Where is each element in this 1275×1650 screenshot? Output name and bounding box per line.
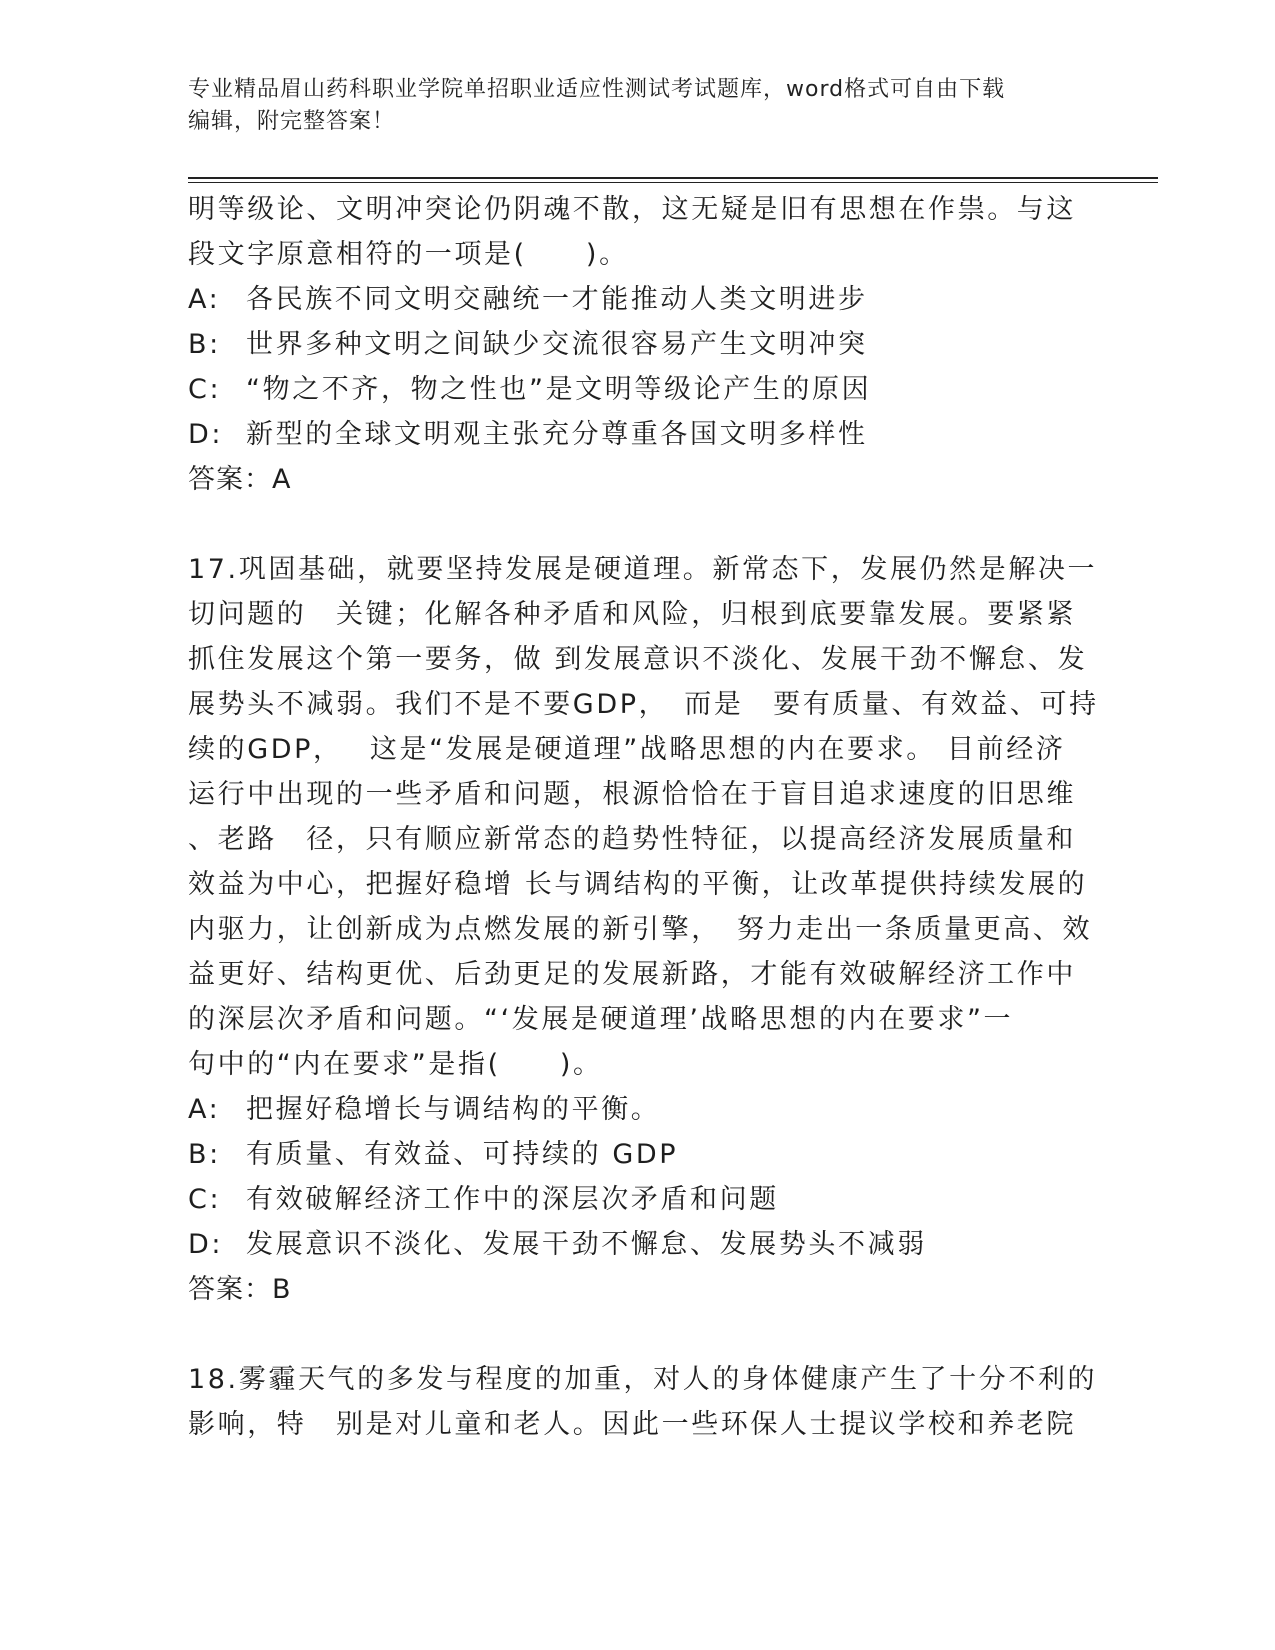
header-line-1: 专业精品眉山药科职业学院单招职业适应性测试考试题库，word格式可自由下载 (188, 77, 1006, 102)
question-stem-line: 效益为中心，把握好稳增 长与调结构的平衡，让改革提供持续发展的 (188, 869, 1088, 900)
option-text: 把握好稳增长与调结构的平衡。 (246, 1094, 661, 1125)
option-text: 发展意识不淡化、发展干劲不懈怠、发展势头不减弱 (246, 1229, 927, 1260)
question-stem-line: 句中的“内在要求”是指( )。 (188, 1049, 603, 1080)
option-key: B: (188, 329, 221, 360)
option-text: “物之不齐，物之性也”是文明等级论产生的原因 (246, 374, 872, 405)
question-stem-line: 的深层次矛盾和问题。“‘发展是硬道理’战略思想的内在要求”一 (188, 1004, 1014, 1035)
question-stem-line: 切问题的 关键；化解各种矛盾和风险，归根到底要靠发展。要紧紧 (188, 599, 1076, 630)
option-text: 世界多种文明之间缺少交流很容易产生文明冲突 (246, 329, 868, 360)
question-stem-line: 、老路 径，只有顺应新常态的趋势性特征，以提高经济发展质量和 (188, 824, 1076, 855)
option-d (188, 412, 1078, 457)
question-stem-line: 明等级论、文明冲突论仍阴魂不散，这无疑是旧有思想在作祟。与这 (188, 194, 1076, 225)
option-text: 有效破解经济工作中的深层次矛盾和问题 (246, 1184, 779, 1215)
question-stem-line: 内驱力，让创新成为点燃发展的新引擎， 努力走出一条质量更高、效 (188, 914, 1093, 945)
header-rule-thick (188, 177, 1158, 179)
question-stem-line: 17.巩固基础，就要坚持发展是硬道理。新常态下，发展仍然是解决一 (188, 554, 1098, 585)
option-text: 新型的全球文明观主张充分尊重各国文明多样性 (246, 419, 868, 450)
option-b (188, 322, 1078, 367)
option-key: A: (188, 1094, 221, 1125)
option-a (188, 277, 1078, 322)
question-stem-line: 段文字原意相符的一项是( )。 (188, 239, 629, 270)
header-rule-thin (188, 182, 1158, 183)
option-key: C: (188, 374, 222, 405)
option-d (188, 1222, 1078, 1267)
spacer (188, 1312, 1078, 1357)
question-stem-line: 续的GDP， 这是“发展是硬道理”战略思想的内在要求。 目前经济 (188, 734, 1066, 765)
option-a (188, 1087, 1078, 1132)
question-stem-line: 抓住发展这个第一要务，做 到发展意识不淡化、发展干劲不懈怠、发 (188, 644, 1088, 675)
answer-line: 答案：B (188, 1274, 292, 1305)
option-key: D: (188, 1229, 224, 1260)
question-17 (188, 547, 1099, 1312)
question-18 (188, 1357, 1098, 1447)
option-key: B: (188, 1139, 221, 1170)
option-key: C: (188, 1184, 222, 1215)
header-line-2: 编辑，附完整答案！ (188, 109, 396, 134)
option-key: A: (188, 284, 221, 315)
question-16 (188, 187, 1078, 502)
document-body (188, 187, 1099, 1447)
option-b (188, 1132, 1078, 1177)
question-stem-line: 运行中出现的一些矛盾和问题，根源恰恰在于盲目追求速度的旧思维 (188, 779, 1076, 810)
question-stem-line: 益更好、结构更优、后劲更足的发展新路，才能有效破解经济工作中 (188, 959, 1076, 990)
question-stem-line: 18.雾霾天气的多发与程度的加重，对人的身体健康产生了十分不利的 (188, 1364, 1098, 1395)
question-stem-line: 影响，特 别是对儿童和老人。因此一些环保人士提议学校和养老院 (188, 1409, 1076, 1440)
option-text: 有质量、有效益、可持续的 GDP (246, 1139, 679, 1170)
answer-line: 答案：A (188, 464, 292, 495)
option-text: 各民族不同文明交融统一才能推动人类文明进步 (246, 284, 868, 315)
option-c (188, 1177, 1078, 1222)
option-key: D: (188, 419, 224, 450)
page-header (188, 74, 1068, 138)
question-stem-line: 展势头不减弱。我们不是不要GDP， 而是 要有质量、有效益、可持 (188, 689, 1099, 720)
spacer (188, 502, 1078, 547)
option-c (188, 367, 1078, 412)
